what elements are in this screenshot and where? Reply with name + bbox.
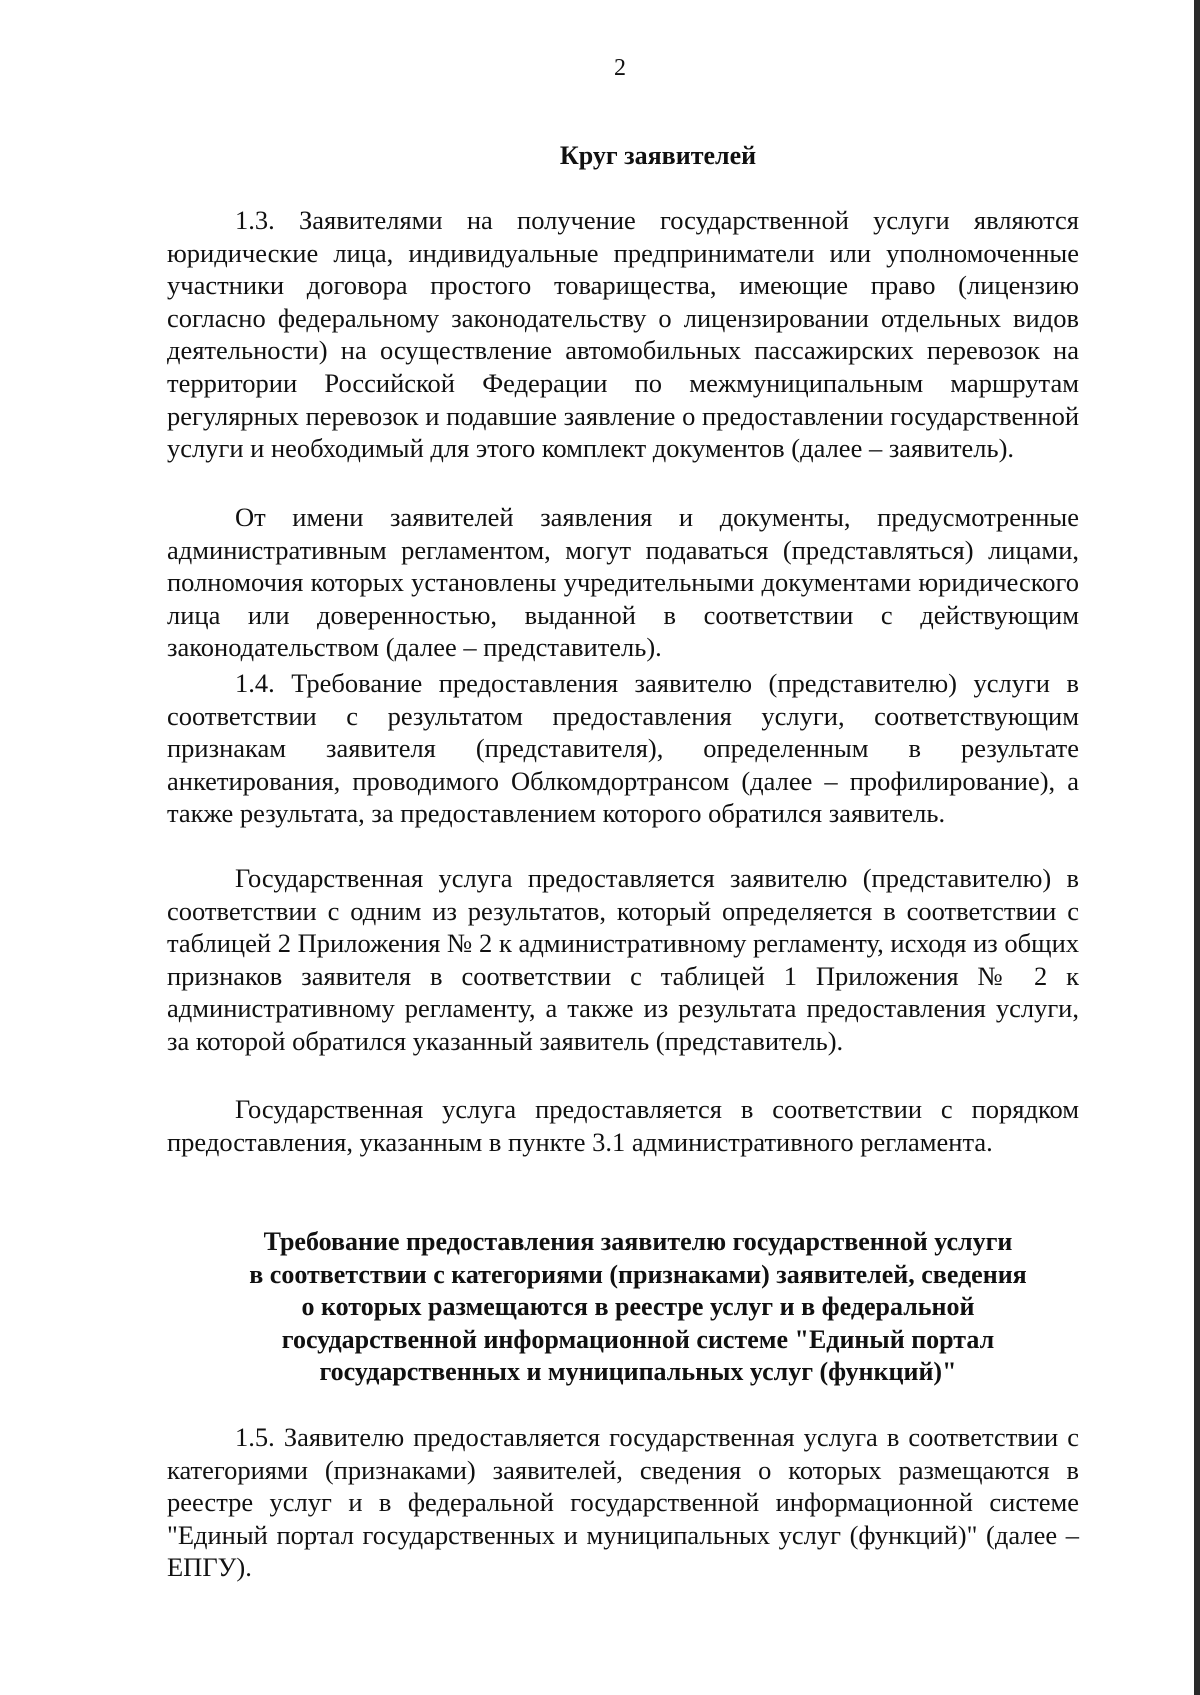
section-heading-requirement <box>168 1226 1108 1389</box>
paragraph-1-3: 1.3. Заявителями на получение государственной услуги являются юридические лица, индивидуальные предприниматели или уполномоченные участники договора простого товарищества, имеющие право (лицензию согласно федеральному законодательству о лицензировании отдельных видов деятельности) на осуществление автомобильных пассажирских перевозок на территории Российской Федерации по межмуниципальным маршрутам регулярных перевозок и подавшие заявление о предоставлении государственной услуги и необходимый для этого комплект документов (далее – заявитель). <box>167 205 1079 464</box>
heading-line: о которых размещаются в реестре услуг и в федеральной <box>301 1292 975 1321</box>
paragraph-1-4: 1.4. Требование предоставления заявителю (представителю) услуги в соответствии с результатом предоставления услуги, соответствующим признакам заявителя (представителя), определенным в результате анкетирования, проводимого Облкомдортрансом (далее – профилирование), а также результата, за предоставлением которого обратился заявитель. <box>167 668 1079 829</box>
paragraph-representatives: От имени заявителей заявления и документы, предусмотренные административным регламентом, могут подаваться (представляться) лицами, полномочия которых установлены учредительными документами юридического лица или доверенностью, выданной в соответствии с действующим законодательством (далее – представитель). <box>167 502 1079 663</box>
paragraph-1-5: 1.5. Заявителю предоставляется государственная услуга в соответствии с категориями (признаками) заявителей, сведения о которых размещаются в реестре услуг и в федеральной государственной информационной системе "Единый портал государственных и муниципальных услуг (функций)" (далее – ЕПГУ). <box>167 1422 1079 1583</box>
heading-line: государственной информационной системе "Единый портал <box>281 1324 995 1354</box>
page-number: 2 <box>614 55 626 81</box>
paragraph-service-procedure: Государственная услуга предоставляется в соответствии с порядком предоставления, указанным в пункте 3.1 административного регламента. <box>167 1094 1079 1157</box>
heading-line: Требование предоставления заявителю государственной услуги <box>263 1227 1013 1256</box>
scan-edge <box>1194 0 1200 1695</box>
heading-line: в соответствии с категориями (признаками) заявителей, сведения <box>249 1259 1027 1289</box>
paragraph-service-results: Государственная услуга предоставляется заявителю (представителю) в соответствии с одним из результатов, который определяется в соответствии с таблицей 2 Приложения № 2 к административному регламенту, исходя из общих признаков заявителя в соответствии с таблицей 1 Приложения № 2 к административному регламенту, а также из результата предоставления услуги, за которой обратился указанный заявитель (представитель). <box>167 863 1079 1056</box>
heading-line: государственных и муниципальных услуг (функций)" <box>319 1357 957 1386</box>
section-heading-applicants: Круг заявителей <box>559 141 757 170</box>
